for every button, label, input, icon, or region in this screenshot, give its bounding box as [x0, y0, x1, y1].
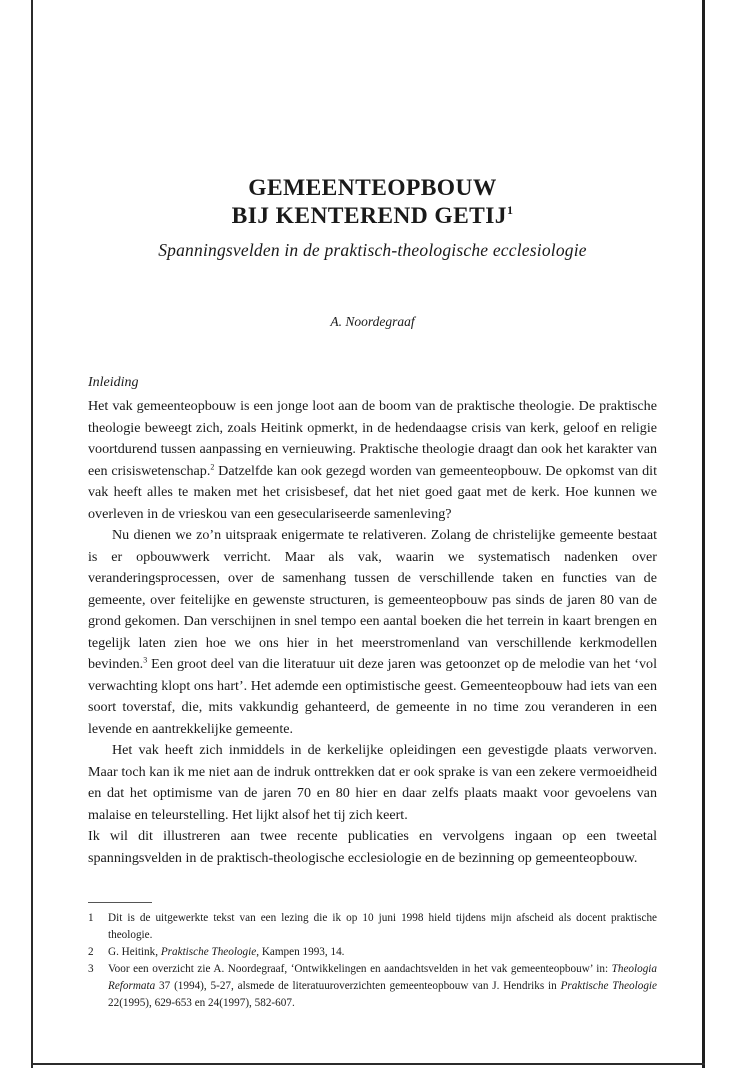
footnote-text-part: , Kampen 1993, 14.: [256, 946, 345, 958]
paragraph-2: [88, 525, 657, 740]
paragraph-3: Het vak heeft zich inmiddels in de kerkelijke opleidingen een gevestigde plaats verworven. Maar toch kan ik me niet aan de indruk onttrekken dat er ook sprake is van een zekere vermoeidheid en dat het optimisme van de jaren 70 en 80 hier en daar zelfs plaats maakt voor gevoelens van malaise en teleurstelling. Het lijkt alsof het tij zich keert.: [88, 742, 657, 823]
section-heading: Inleiding: [88, 375, 139, 390]
paragraph-1-text-b: Datzelfde kan ook gezegd worden van gemeenteopbouw. De opkomst van dit vak heeft alles te maken met het crisisbesef, dat het niet goed gaat met de kerk. Hoe kunnen we overleven in de vrieskou van een geseculariseerde samenleving?: [88, 462, 657, 522]
footnote-ref-2[interactable]: 2: [210, 461, 215, 471]
footnote-text-part: 37 (1994), 5-27, alsmede de literatuuroverzichten gemeenteopbouw van J. Hendriks in: [155, 980, 561, 992]
title-line-1: GEMEENTEOPBOUW: [248, 175, 497, 201]
paragraph-2-text-a: Nu dienen we zo’n uitspraak enigermate te relativeren. Zolang de christelijke gemeente bestaat is er opbouwwerk verricht. Maar als vak, waarin we systematisch nadenken over veranderingsprocessen, over de samenhang tussen de verschillende taken en functies van de gemeente, over feitelijke en gewenste structuren, is gemeenteopbouw pas sinds de jaren 80 van de grond gekomen. Dan verschijnen in snel tempo een aantal boeken die het terrein in kaart brengen en tegelijk laten zien hoe we ons hier in het meerstromenland van verschillende kerkmodellen bevinden.: [88, 527, 657, 672]
paragraph-1: [88, 396, 657, 525]
scan-edge-left: [31, 0, 33, 1068]
scan-edge-right: [702, 0, 705, 1068]
footnote-ref-1[interactable]: 1: [506, 203, 514, 218]
paragraph-1-text-a: Het vak gemeenteopbouw is een jonge loot aan de boom van de praktische theologie. De praktische theologie beweegt zich, zoals Heitink opmerkt, in de hedendaagse crisis van kerk, geloof en religie voortdurend tussen aanpassing en vernieuwing. Praktische theologie draagt dan ook het karakter van een crisiswetenschap.: [88, 398, 657, 479]
article-subtitle: Spanningsvelden in de praktisch-theologische ecclesiologie: [158, 240, 587, 260]
scan-edge-bottom: [31, 1063, 705, 1065]
footnote-text-part: Voor een overzicht zie A. Noordegraaf, ‘Ontwikkelingen en aandachtsvelden in het vak gemeenteopbouw’ in:: [108, 963, 612, 975]
footnote-journal-title: Praktische Theologie: [560, 980, 658, 992]
footnote-journal-title: Theologia Reformata: [108, 963, 657, 992]
footnote-ref-3[interactable]: 3: [143, 655, 148, 665]
footnote-text: [108, 944, 657, 961]
author-name: A. Noordegraaf: [330, 314, 415, 329]
paragraph-4: Ik wil dit illustreren aan twee recente publicaties en vervolgens ingaan op een tweetal spanningsvelden in de praktisch-theologische ecclesiologie en de bezinning op gemeenteopbouw.: [88, 828, 657, 866]
footnote-text-part: G. Heitink,: [108, 946, 161, 958]
footnotes: [88, 910, 657, 1012]
footnote-text: [108, 961, 657, 1012]
footnote-number: 3: [88, 963, 94, 975]
title-line-2: [88, 202, 657, 230]
article-title: [88, 174, 657, 230]
title-line-2-text: BIJ KENTEREND GETIJ: [231, 203, 507, 229]
footnote-2: [88, 944, 657, 961]
footnote-3: [88, 961, 657, 1012]
footnote-separator: [88, 902, 152, 903]
footnote-number: 2: [88, 946, 94, 958]
paragraph-2-text-b: Een groot deel van die literatuur uit deze jaren was getoonzet op de melodie van het ‘vol verwachting klopt ons hart’. Het ademde een optimistische geest. Gemeenteopbouw had iets van een soort toverstaf, die, mits vakkundig gehanteerd, de gemeente in no time zou veranderen in een levende en aantrekkelijke gemeente.: [88, 656, 657, 737]
footnote-number: 1: [88, 912, 94, 924]
body-text: [88, 396, 657, 869]
footnote-1: [88, 910, 657, 944]
footnote-text: Dit is de uitgewerkte tekst van een lezing die ik op 10 juni 1998 hield tijdens mijn afscheid als docent praktische theologie.: [108, 912, 657, 941]
footnote-text-part: 22(1995), 629-653 en 24(1997), 582-607.: [108, 997, 295, 1009]
footnote-book-title: Praktische Theologie: [160, 946, 257, 958]
